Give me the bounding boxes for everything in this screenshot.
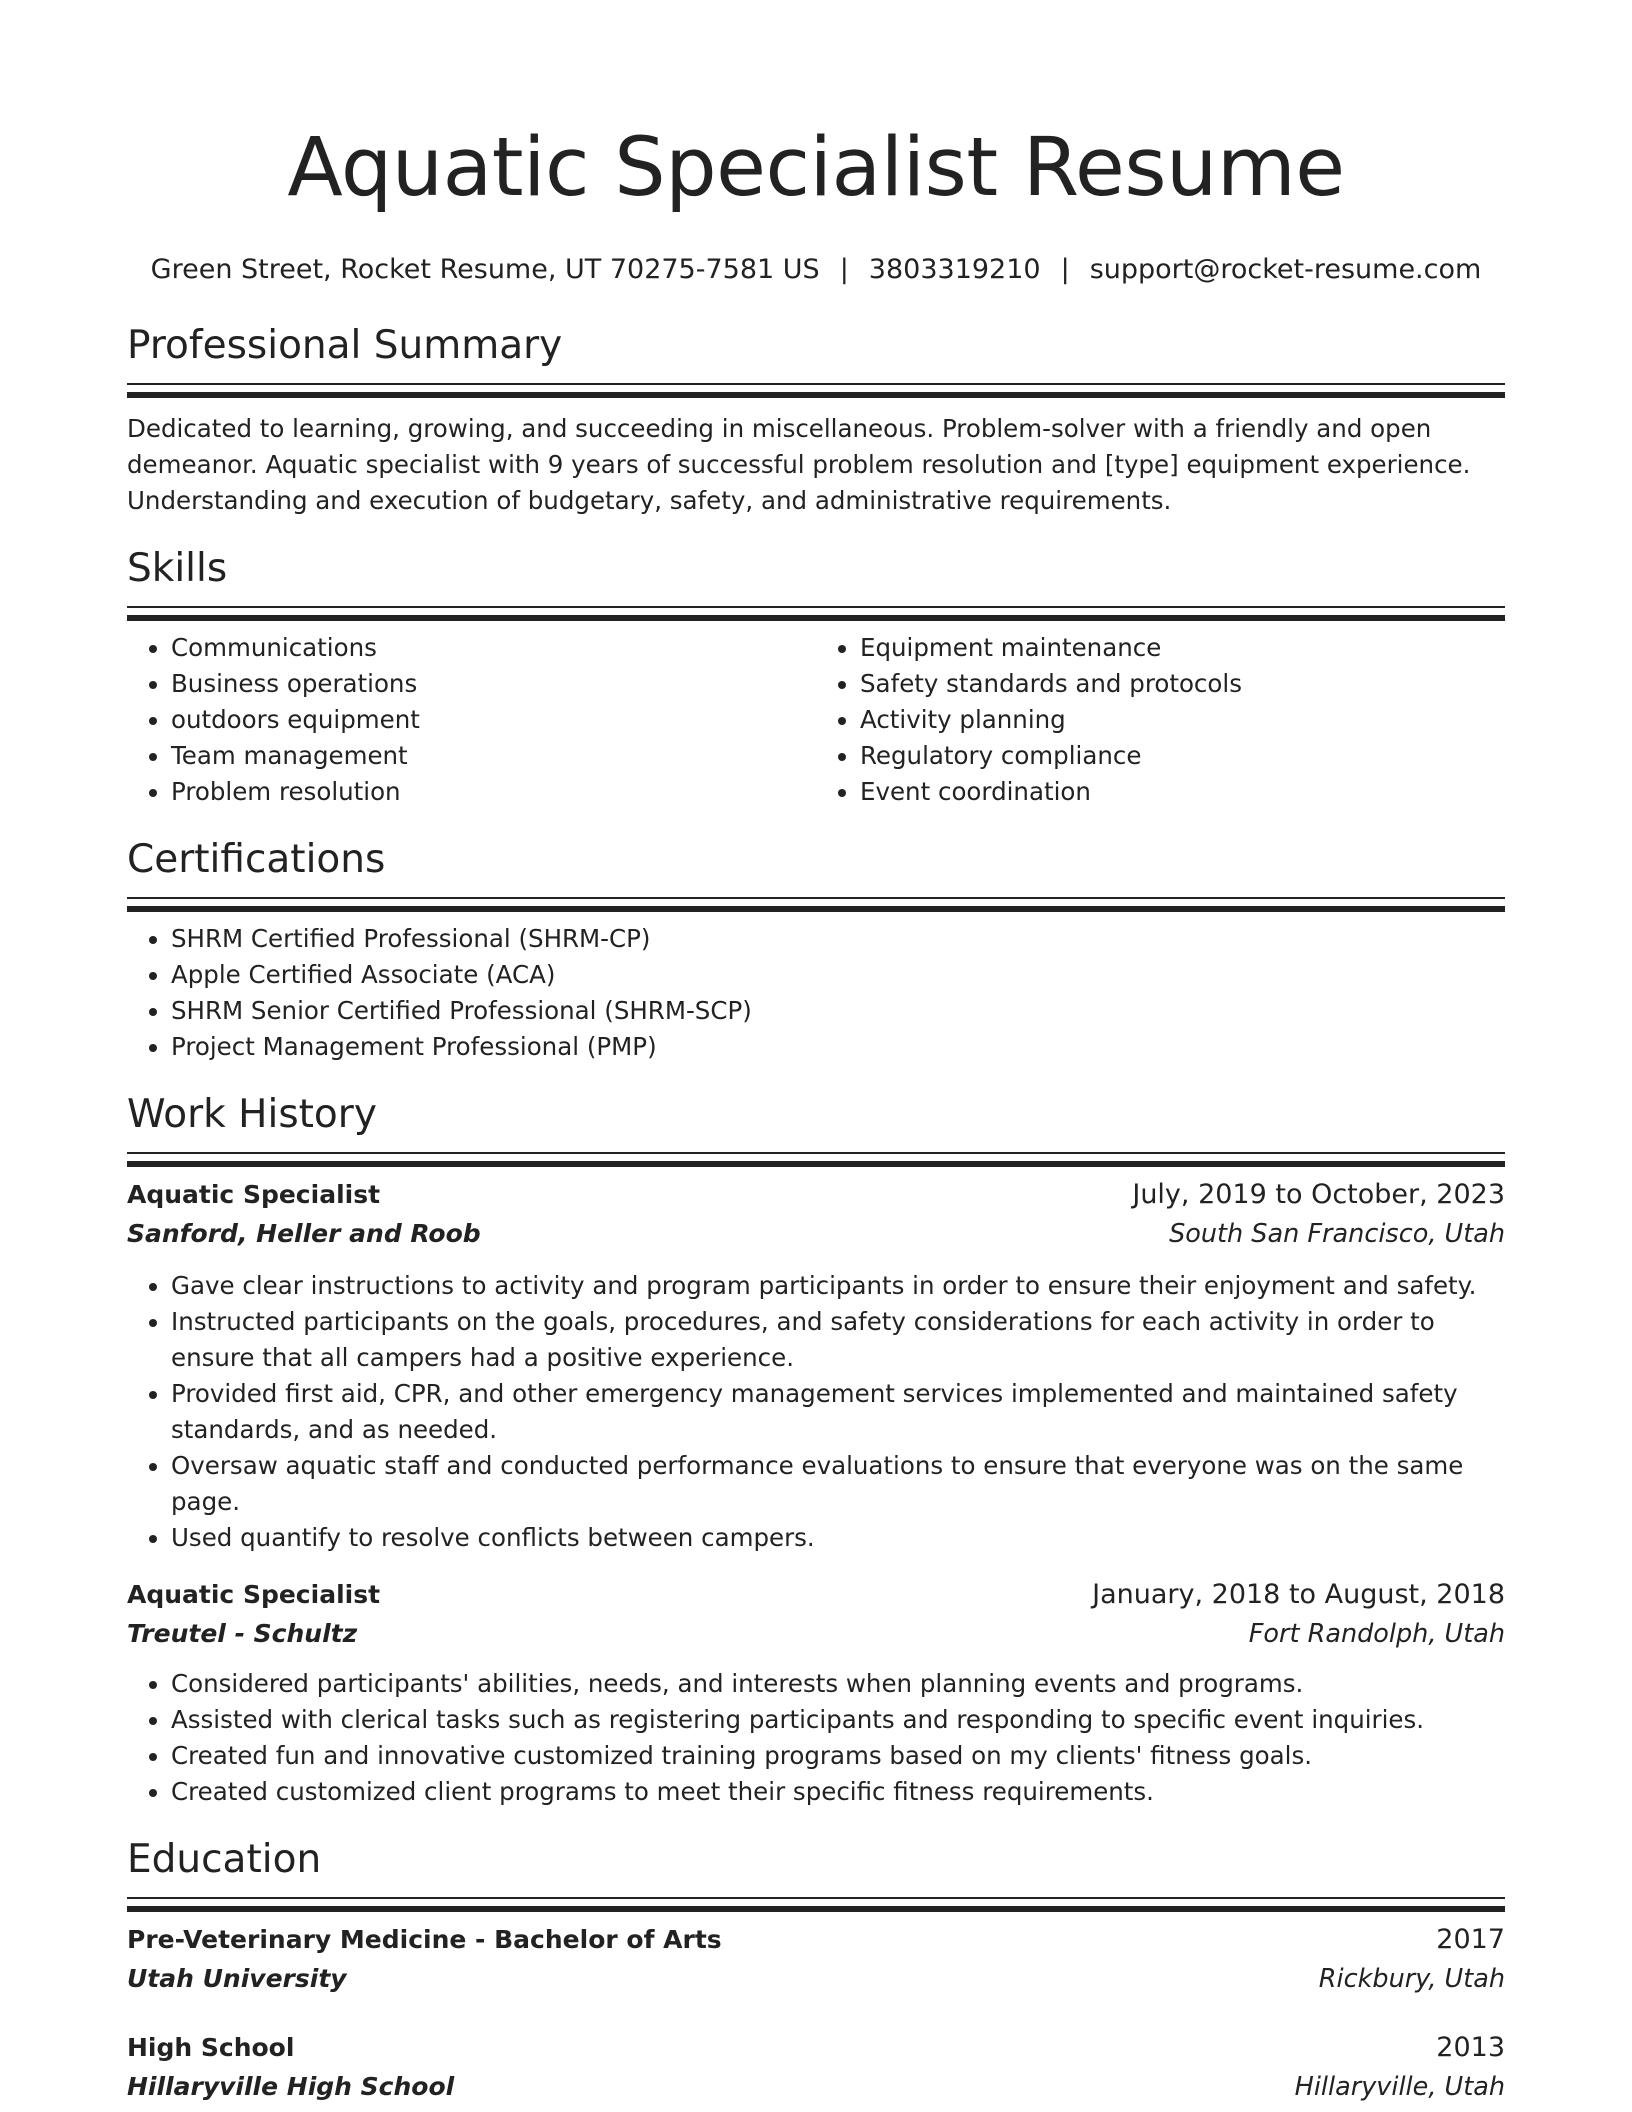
education-entry xyxy=(127,1921,1505,1999)
education-subheader xyxy=(127,2067,1505,2107)
job-bullet: • Used quantify to resolve conflicts between campers. xyxy=(171,1520,1505,1556)
job-bullet: • Considered participants' abilities, needs, and interests when planning events and programs. xyxy=(171,1666,1505,1702)
skills-heading: Skills xyxy=(127,546,228,591)
certification-item: • SHRM Certified Professional (SHRM-CP) xyxy=(171,921,1505,957)
job-bullet: • Assisted with clerical tasks such as registering participants and responding to specific event inquiries. xyxy=(171,1702,1505,1738)
contact-separator: | xyxy=(1060,254,1070,285)
job-dates: January, 2018 to August, 2018 xyxy=(1092,1579,1505,1610)
skill-item: • Business operations xyxy=(171,666,816,702)
education-heading: Education xyxy=(127,1837,322,1882)
certifications-list xyxy=(127,921,1505,1065)
job-location: South San Francisco, Utah xyxy=(1169,1219,1505,1249)
job-bullets xyxy=(127,1268,1505,1556)
education-location: Rickbury, Utah xyxy=(1318,1964,1505,1994)
job-dates: July, 2019 to October, 2023 xyxy=(1132,1179,1505,1210)
contact-email: support@rocket-resume.com xyxy=(1089,254,1482,285)
education-header xyxy=(127,2029,1505,2067)
job-bullet: • Provided first aid, CPR, and other emergency management services implemented and maintained safety standards, and as needed. xyxy=(171,1376,1505,1448)
job-company: Treutel - Schultz xyxy=(127,1619,358,1648)
certification-item: • Apple Certified Associate (ACA) xyxy=(171,957,1505,993)
job-bullet: • Gave clear instructions to activity and program participants in order to ensure their enjoyment and safety. xyxy=(171,1268,1505,1304)
resume-title: Aquatic Specialist Resume xyxy=(287,121,1345,215)
certification-item: • Project Management Professional (PMP) xyxy=(171,1029,1505,1065)
section-rule xyxy=(127,606,1505,622)
skills-section xyxy=(127,544,1505,810)
job-bullet: • Instructed participants on the goals, procedures, and safety considerations for each activity in order to ensure that all campers had a positive experience. xyxy=(171,1304,1505,1376)
education-school: Utah University xyxy=(127,1964,347,1993)
certification-item: • SHRM Senior Certified Professional (SHRM-SCP) xyxy=(171,993,1505,1029)
summary-section xyxy=(127,321,1505,519)
job-subheader xyxy=(127,1214,1505,1254)
job-entry xyxy=(127,1176,1505,1556)
skill-item: • Problem resolution xyxy=(171,774,816,810)
education-year: 2013 xyxy=(1436,2032,1505,2063)
section-rule xyxy=(127,383,1505,399)
skills-list-left xyxy=(127,630,816,810)
skill-item: • Team management xyxy=(171,738,816,774)
work-history-heading: Work History xyxy=(127,1092,377,1137)
education-location: Hillaryville, Utah xyxy=(1294,2072,1505,2102)
skills-list-right xyxy=(816,630,1505,810)
education-degree: Pre-Veterinary Medicine - Bachelor of Arts xyxy=(127,1925,722,1954)
skill-item: • Regulatory compliance xyxy=(860,738,1505,774)
education-entry xyxy=(127,2029,1505,2107)
job-header xyxy=(127,1576,1505,1614)
education-school: Hillaryville High School xyxy=(127,2072,455,2101)
job-header xyxy=(127,1176,1505,1214)
contact-line xyxy=(127,252,1505,288)
job-location: Fort Randolph, Utah xyxy=(1248,1619,1505,1649)
skill-item: • Activity planning xyxy=(860,702,1505,738)
education-degree: High School xyxy=(127,2033,295,2062)
contact-separator: | xyxy=(839,254,849,285)
skill-item: • Safety standards and protocols xyxy=(860,666,1505,702)
job-bullet: • Created fun and innovative customized training programs based on my clients' fitness goals. xyxy=(171,1738,1505,1774)
summary-heading: Professional Summary xyxy=(127,323,563,368)
skill-item: • outdoors equipment xyxy=(171,702,816,738)
skill-item: • Event coordination xyxy=(860,774,1505,810)
job-title: Aquatic Specialist xyxy=(127,1180,381,1209)
work-history-section xyxy=(127,1090,1505,1810)
job-bullet: • Created customized client programs to meet their specific fitness requirements. xyxy=(171,1774,1505,1810)
job-entry xyxy=(127,1576,1505,1810)
section-rule xyxy=(127,1897,1505,1913)
job-title: Aquatic Specialist xyxy=(127,1580,381,1609)
certifications-heading: Certifications xyxy=(127,837,386,882)
education-header xyxy=(127,1921,1505,1959)
summary-text: Dedicated to learning, growing, and succeeding in miscellaneous. Problem-solver with a friendly and open demeanor. Aquatic specialist with 9 years of successful problem resolution and [type] equipment experience. Understanding and execution of budgetary, safety, and administrative requirements. xyxy=(127,414,1471,515)
education-subheader xyxy=(127,1959,1505,1999)
job-company: Sanford, Heller and Roob xyxy=(127,1219,481,1248)
section-rule xyxy=(127,1152,1505,1168)
job-subheader xyxy=(127,1614,1505,1654)
contact-phone: 3803319210 xyxy=(868,254,1041,285)
skill-item: • Communications xyxy=(171,630,816,666)
skills-grid xyxy=(127,630,1505,810)
section-rule xyxy=(127,897,1505,913)
education-year: 2017 xyxy=(1436,1924,1505,1955)
job-bullets xyxy=(127,1666,1505,1810)
job-bullet: • Oversaw aquatic staff and conducted performance evaluations to ensure that everyone was on the same page. xyxy=(171,1448,1505,1520)
certifications-section xyxy=(127,835,1505,1065)
education-section xyxy=(127,1835,1505,2107)
skill-item: • Equipment maintenance xyxy=(860,630,1505,666)
contact-address: Green Street, Rocket Resume, UT 70275-7581 US xyxy=(150,254,820,285)
